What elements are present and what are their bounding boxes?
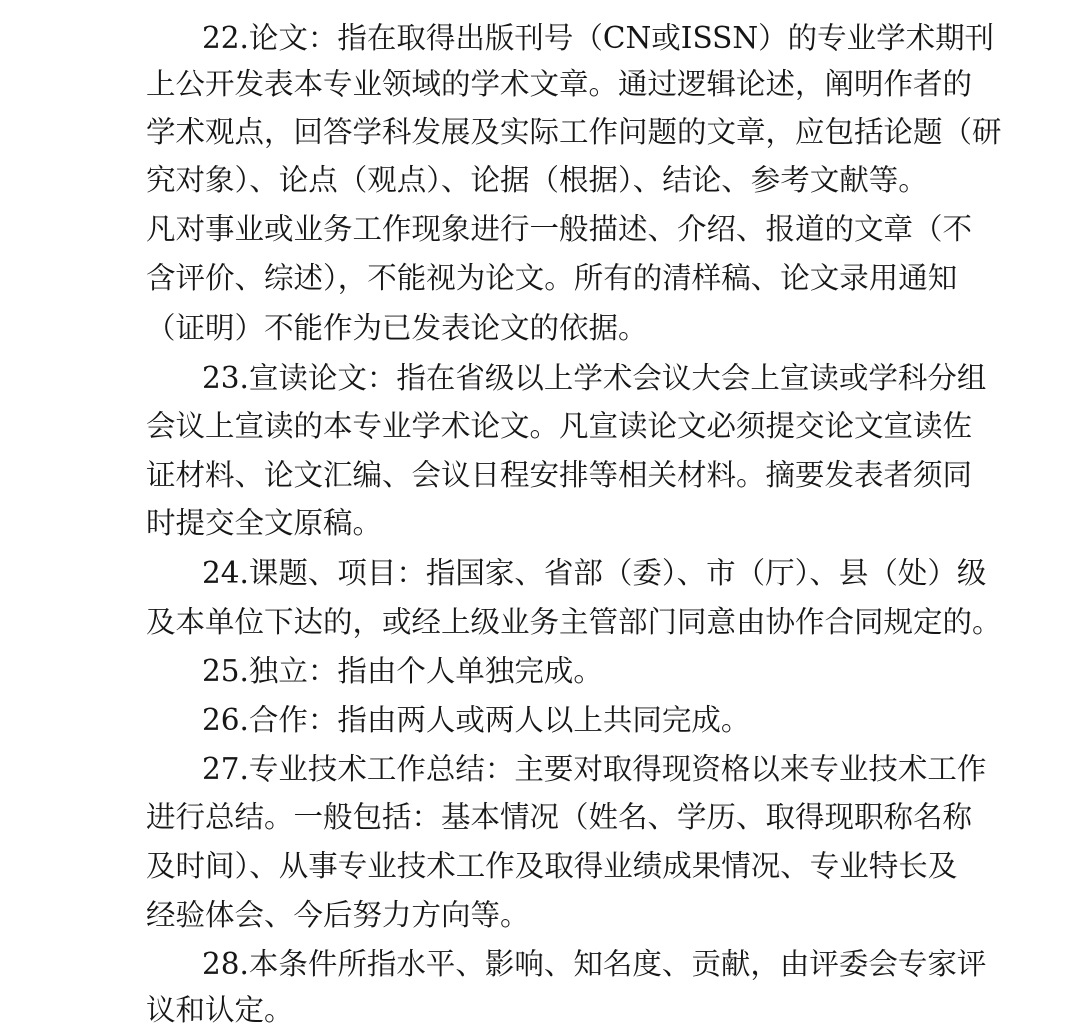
text-line: 28.本条件所指水平、影响、知名度、贡献，由评委会专家评: [202, 947, 987, 981]
text-line: 26.合作：指由两人或两人以上共同完成。: [202, 703, 751, 737]
text-line: 进行总结。一般包括：基本情况（姓名、学历、取得现职称名称: [146, 800, 973, 834]
text-line: 24.课题、项目：指国家、省部（委）、市（厅）、县（处）级: [202, 556, 987, 590]
text-line: 22.论文：指在取得出版刊号（CN或ISSN）的专业学术期刊: [202, 21, 995, 55]
text-line: 及时间）、从事专业技术工作及取得业绩成果情况、专业特长及: [146, 849, 958, 883]
text-line: 时提交全文原稿。: [146, 506, 383, 540]
text-line: 究对象）、论点（观点）、论据（根据）、结论、参考文献等。: [146, 163, 928, 197]
text-line: （证明）不能作为已发表论文的依据。: [146, 311, 648, 345]
text-line: 证材料、论文汇编、会议日程安排等相关材料。摘要发表者须同: [146, 458, 973, 492]
text-line: 上公开发表本专业领域的学术文章。通过逻辑论述，阐明作者的: [146, 67, 973, 101]
text-line: 议和认定。: [146, 993, 294, 1027]
text-line: 会议上宣读的本专业学术论文。凡宣读论文必须提交论文宣读佐: [146, 409, 973, 443]
text-line: 23.宣读论文：指在省级以上学术会议大会上宣读或学科分组: [202, 361, 987, 395]
text-line: 及本单位下达的，或经上级业务主管部门同意由协作合同规定的。: [146, 605, 1002, 639]
text-line: 含评价、综述），不能视为论文。所有的清样稿、论文录用通知: [146, 261, 958, 295]
text-line: 27.专业技术工作总结：主要对取得现资格以来专业技术工作: [202, 752, 987, 786]
text-line: 25.独立：指由个人单独完成。: [202, 654, 603, 688]
text-line: 凡对事业或业务工作现象进行一般描述、介绍、报道的文章（不: [146, 212, 973, 246]
text-line: 学术观点，回答学科发展及实际工作问题的文章，应包括论题（研: [146, 115, 1002, 149]
text-line: 经验体会、今后努力方向等。: [146, 898, 530, 932]
